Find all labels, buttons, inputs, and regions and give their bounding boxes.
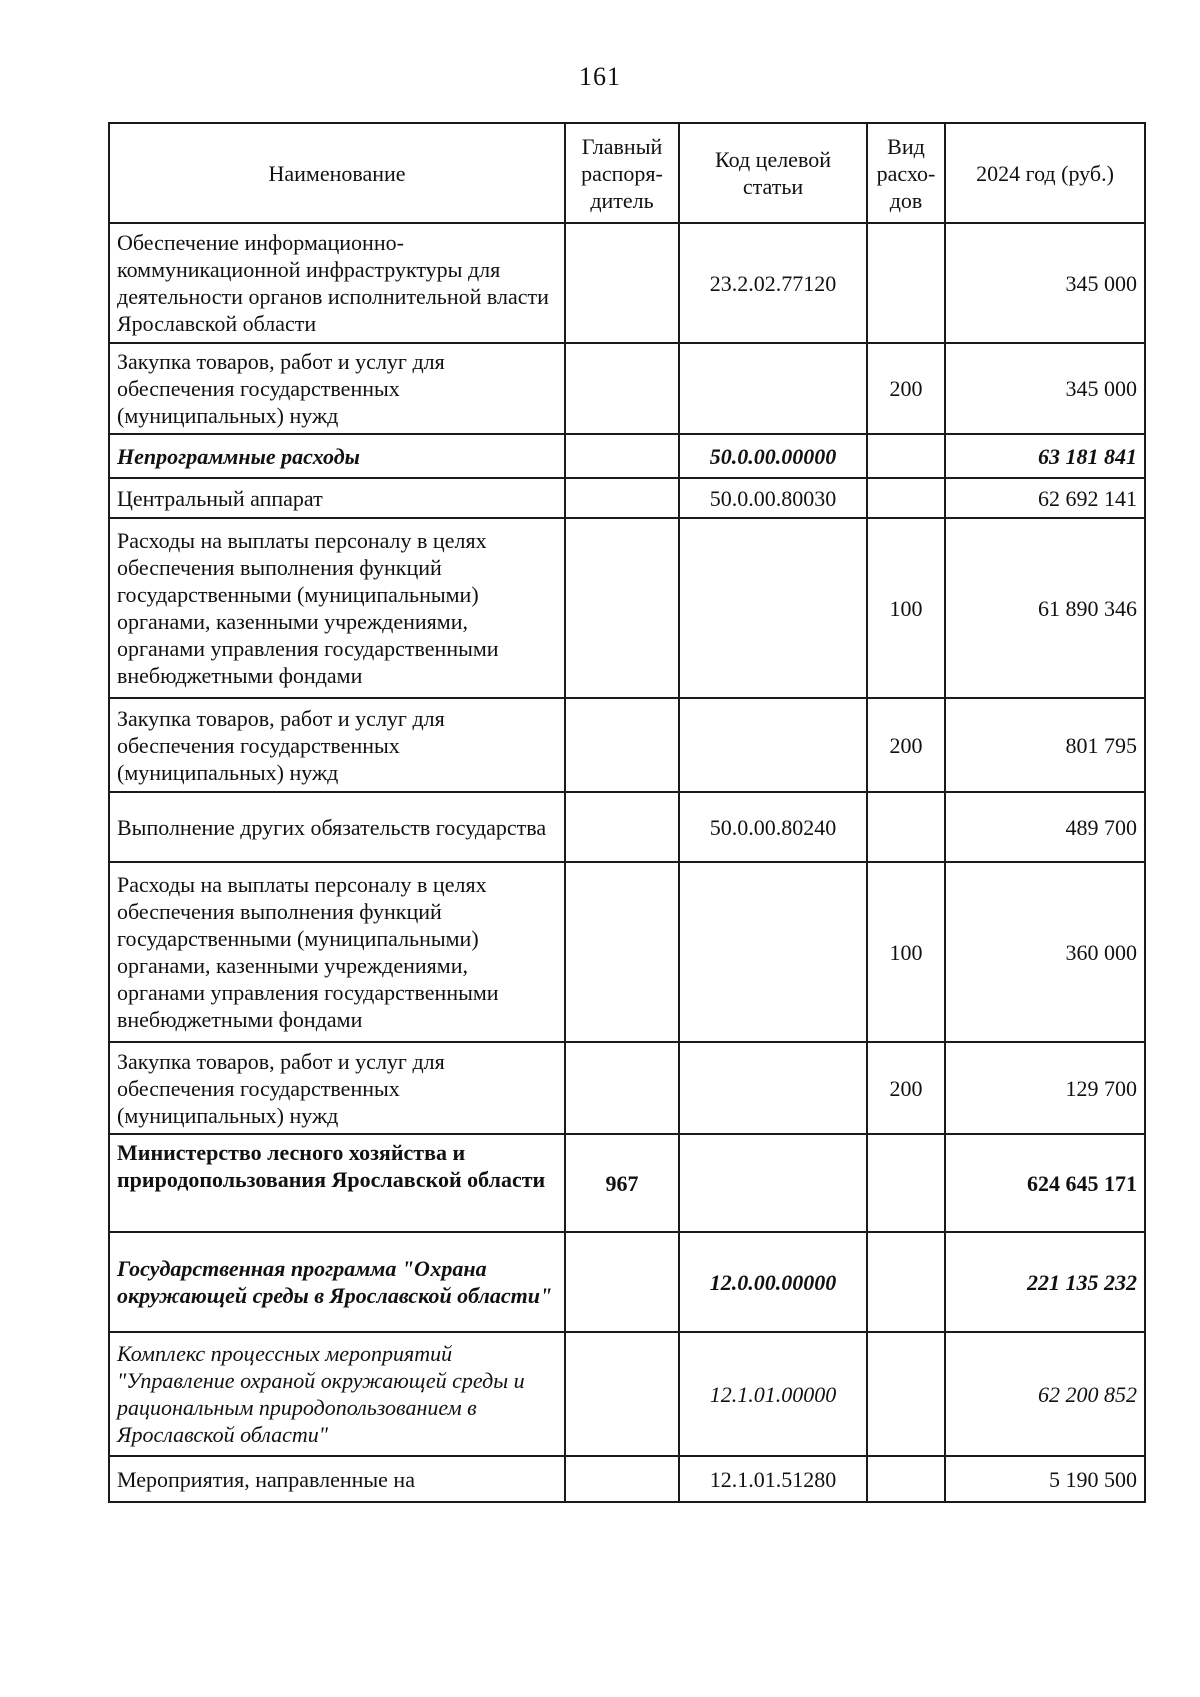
row-target-code	[679, 518, 867, 698]
row-target-code: 12.1.01.00000	[679, 1332, 867, 1456]
row-amount: 61 890 346	[945, 518, 1145, 698]
row-target-code: 12.0.00.00000	[679, 1232, 867, 1332]
row-name: Закупка товаров, работ и услуг для обеспечения государственных (муниципальных) нужд	[109, 1042, 565, 1134]
row-target-code: 50.0.00.80240	[679, 792, 867, 862]
row-main-manager	[565, 1456, 679, 1502]
row-amount: 489 700	[945, 792, 1145, 862]
row-amount: 801 795	[945, 698, 1145, 792]
row-amount: 129 700	[945, 1042, 1145, 1134]
header-name: Наименование	[109, 123, 565, 223]
row-expense-type: 100	[867, 518, 945, 698]
row-target-code: 12.1.01.51280	[679, 1456, 867, 1502]
table-row	[109, 223, 1145, 343]
row-name: Центральный аппарат	[109, 478, 565, 518]
table-row	[109, 478, 1145, 518]
row-target-code	[679, 1134, 867, 1232]
table-row	[109, 518, 1145, 698]
row-name: Выполнение других обязательств государства	[109, 792, 565, 862]
page-number: 161	[579, 62, 621, 91]
table-row	[109, 862, 1145, 1042]
header-target-code: Код целевой статьи	[679, 123, 867, 223]
row-name: Расходы на выплаты персоналу в целях обеспечения выполнения функций государственными (муниципальными) органами, казенными учреждениями, органами управления государственными внебюджетными фондами	[109, 518, 565, 698]
table-row	[109, 792, 1145, 862]
row-amount: 5 190 500	[945, 1456, 1145, 1502]
row-expense-type	[867, 1134, 945, 1232]
row-name: Закупка товаров, работ и услуг для обеспечения государственных (муниципальных) нужд	[109, 698, 565, 792]
row-main-manager	[565, 1042, 679, 1134]
row-expense-type	[867, 434, 945, 478]
row-name: Мероприятия, направленные на	[109, 1456, 565, 1502]
header-main-manager: Главный распоря-дитель	[565, 123, 679, 223]
row-target-code	[679, 1042, 867, 1134]
table-row	[109, 434, 1145, 478]
row-amount: 62 200 852	[945, 1332, 1145, 1456]
row-name: Расходы на выплаты персоналу в целях обеспечения выполнения функций государственными (муниципальными) органами, казенными учреждениями, органами управления государственными внебюджетными фондами	[109, 862, 565, 1042]
table-row	[109, 698, 1145, 792]
table-row	[109, 1042, 1145, 1134]
row-main-manager: 967	[565, 1134, 679, 1232]
row-name: Комплекс процессных мероприятий "Управление охраной окружающей среды и рациональным природопользованием в Ярославской области"	[109, 1332, 565, 1456]
row-main-manager	[565, 434, 679, 478]
row-expense-type: 100	[867, 862, 945, 1042]
row-main-manager	[565, 518, 679, 698]
row-main-manager	[565, 698, 679, 792]
row-target-code	[679, 343, 867, 434]
header-year-2024: 2024 год (руб.)	[945, 123, 1145, 223]
table-row	[109, 343, 1145, 434]
table-header-row	[109, 123, 1145, 223]
row-name: Государственная программа "Охрана окружающей среды в Ярославской области"	[109, 1232, 565, 1332]
row-expense-type	[867, 1456, 945, 1502]
row-amount: 360 000	[945, 862, 1145, 1042]
row-target-code	[679, 698, 867, 792]
row-expense-type	[867, 1332, 945, 1456]
row-name: Министерство лесного хозяйства и природопользования Ярославской области	[109, 1134, 565, 1232]
table-row	[109, 1456, 1145, 1502]
row-target-code	[679, 862, 867, 1042]
row-amount: 624 645 171	[945, 1134, 1145, 1232]
row-expense-type	[867, 478, 945, 518]
row-target-code: 50.0.00.00000	[679, 434, 867, 478]
row-main-manager	[565, 478, 679, 518]
row-amount: 221 135 232	[945, 1232, 1145, 1332]
row-target-code: 50.0.00.80030	[679, 478, 867, 518]
row-amount: 345 000	[945, 223, 1145, 343]
row-main-manager	[565, 862, 679, 1042]
row-expense-type: 200	[867, 343, 945, 434]
row-name: Обеспечение информационно-коммуникационной инфраструктуры для деятельности органов исполнительной власти Ярославской области	[109, 223, 565, 343]
row-amount: 62 692 141	[945, 478, 1145, 518]
row-main-manager	[565, 792, 679, 862]
table-row	[109, 1332, 1145, 1456]
row-name: Непрограммные расходы	[109, 434, 565, 478]
budget-table	[108, 122, 1146, 1503]
row-expense-type	[867, 792, 945, 862]
row-main-manager	[565, 343, 679, 434]
row-expense-type	[867, 223, 945, 343]
row-amount: 63 181 841	[945, 434, 1145, 478]
row-expense-type: 200	[867, 698, 945, 792]
row-name: Закупка товаров, работ и услуг для обеспечения государственных (муниципальных) нужд	[109, 343, 565, 434]
table-row	[109, 1134, 1145, 1232]
row-main-manager	[565, 1232, 679, 1332]
row-amount: 345 000	[945, 343, 1145, 434]
header-expense-type: Вид расхо-дов	[867, 123, 945, 223]
row-target-code: 23.2.02.77120	[679, 223, 867, 343]
table-row	[109, 1232, 1145, 1332]
row-main-manager	[565, 1332, 679, 1456]
row-main-manager	[565, 223, 679, 343]
row-expense-type	[867, 1232, 945, 1332]
row-expense-type: 200	[867, 1042, 945, 1134]
